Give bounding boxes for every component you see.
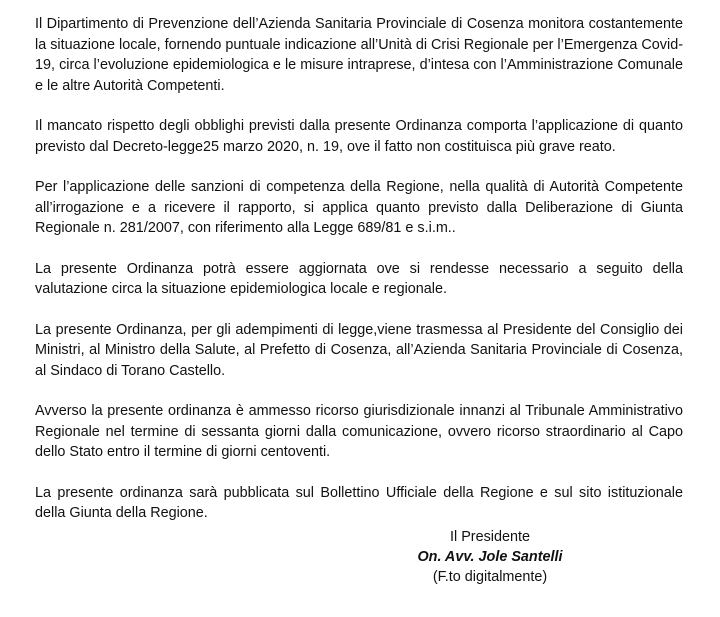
paragraph-publication: La presente ordinanza sarà pubblicata sul Bollettino Ufficiale della Regione e sul sito istituzionale della Giunta della Regione.	[35, 484, 683, 521]
paragraph-regional-sanctions: Per l’applicazione delle sanzioni di competenza della Regione, nella qualità di Autorità Competente all’irrogazione e a ricevere il rapporto, si applica quanto previsto dalla Deliberazione di Giunta Regionale n. 281/2007, con riferimento alla Legge 689/81 e s.i.m..	[35, 179, 683, 236]
signature-note: (F.to digitalmente)	[432, 569, 548, 585]
signature-name: On. Avv. Jole Santelli	[417, 549, 563, 565]
paragraph-appeal: Avverso la presente ordinanza è ammesso ricorso giurisdizionale innanzi al Tribunale Amministrativo Regionale nel termine di sessanta giorni dalla comunicazione, ovvero ricorso straordinario al Capo dello Stato entro il termine di giorni centoventi.	[35, 403, 683, 460]
paragraph-update: La presente Ordinanza potrà essere aggiornata ove si rendesse necessario a seguito della valutazione circa la situazione epidemiologica locale e regionale.	[35, 260, 683, 297]
signature-title: Il Presidente	[450, 529, 530, 545]
paragraph-sanctions-decree: Il mancato rispetto degli obblighi previsti dalla presente Ordinanza comporta l’applicazione di quanto previsto dal Decreto-legge25 marzo 2020, n. 19, ove il fatto non costituisca più grave reato.	[35, 118, 683, 155]
paragraph-monitoring: Il Dipartimento di Prevenzione dell’Azienda Sanitaria Provinciale di Cosenza monitora costantemente la situazione locale, fornendo puntuale indicazione all’Unità di Crisi Regionale per l’Emergenza Covid-19, circa l’evoluzione epidemiologica e le misure intraprese, d’intesa con l’Amministrazione Comunale e le altre Autorità Competenti.	[35, 16, 683, 94]
signature-block	[380, 527, 600, 587]
paragraph-transmission: La presente Ordinanza, per gli adempimenti di legge,viene trasmessa al Presidente del Consiglio dei Ministri, al Ministro della Salute, al Prefetto di Cosenza, all’Azienda Sanitaria Provinciale di Cosenza, al Sindaco di Torano Castello.	[35, 321, 683, 379]
document-body	[35, 14, 683, 544]
